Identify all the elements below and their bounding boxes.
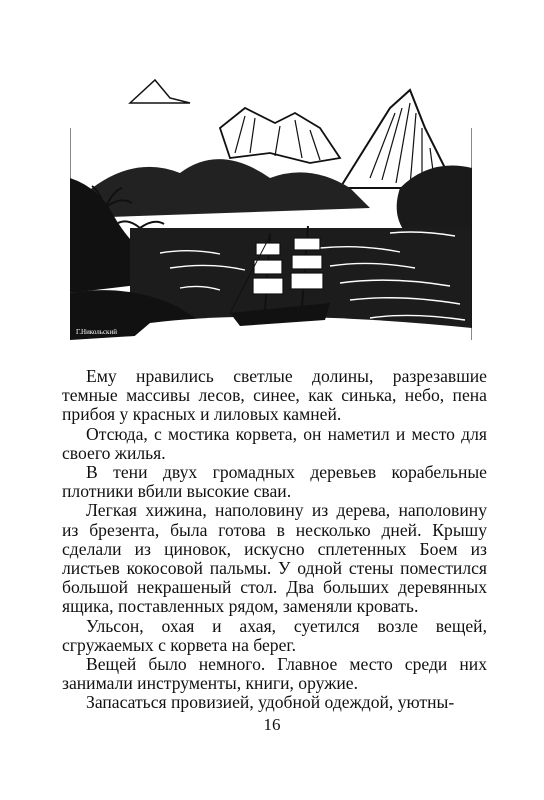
- cloud-peak: [220, 108, 340, 163]
- artist-signature: Г.Никольский: [76, 328, 117, 336]
- paragraph: Ульсон, охая и ахая, суетился возле вещей, сгружаемых с корвета на берег.: [62, 615, 487, 655]
- hills: [80, 159, 370, 218]
- island-corvette-engraving: [70, 68, 472, 340]
- page-number: 16: [263, 715, 281, 734]
- distant-mountain: [130, 80, 190, 103]
- paragraph: Отсюда, с мостика корвета, он наметил и место для своего жилья.: [62, 423, 487, 463]
- body-text: [62, 367, 487, 713]
- paragraph: В тени двух громадных деревьев корабельные плотники вбили высокие сваи.: [62, 462, 487, 502]
- paragraph: Вещей было немного. Главное место среди них занимали инструменты, книги, оружие.: [62, 654, 487, 694]
- paragraph: Запасаться провизией, удобной одеждой, уютны-: [86, 692, 455, 713]
- engraving-illustration: [70, 68, 472, 340]
- paragraph: Ему нравились светлые долины, разрезавшие темные массивы лесов, синее, как синька, небо, пена прибоя у красных и лиловых камней.: [62, 366, 487, 425]
- paragraph: Легкая хижина, наполовину из дерева, наполовину из брезента, была готова в несколько дней. Крышу сделали из циновок, искусно сплетенных Боем из листьев кокосовой пальмы. У одной стены поместился большой некрашеный стол. Два больших деревянных ящика, поставленных рядом, заменяли кровать.: [62, 500, 487, 617]
